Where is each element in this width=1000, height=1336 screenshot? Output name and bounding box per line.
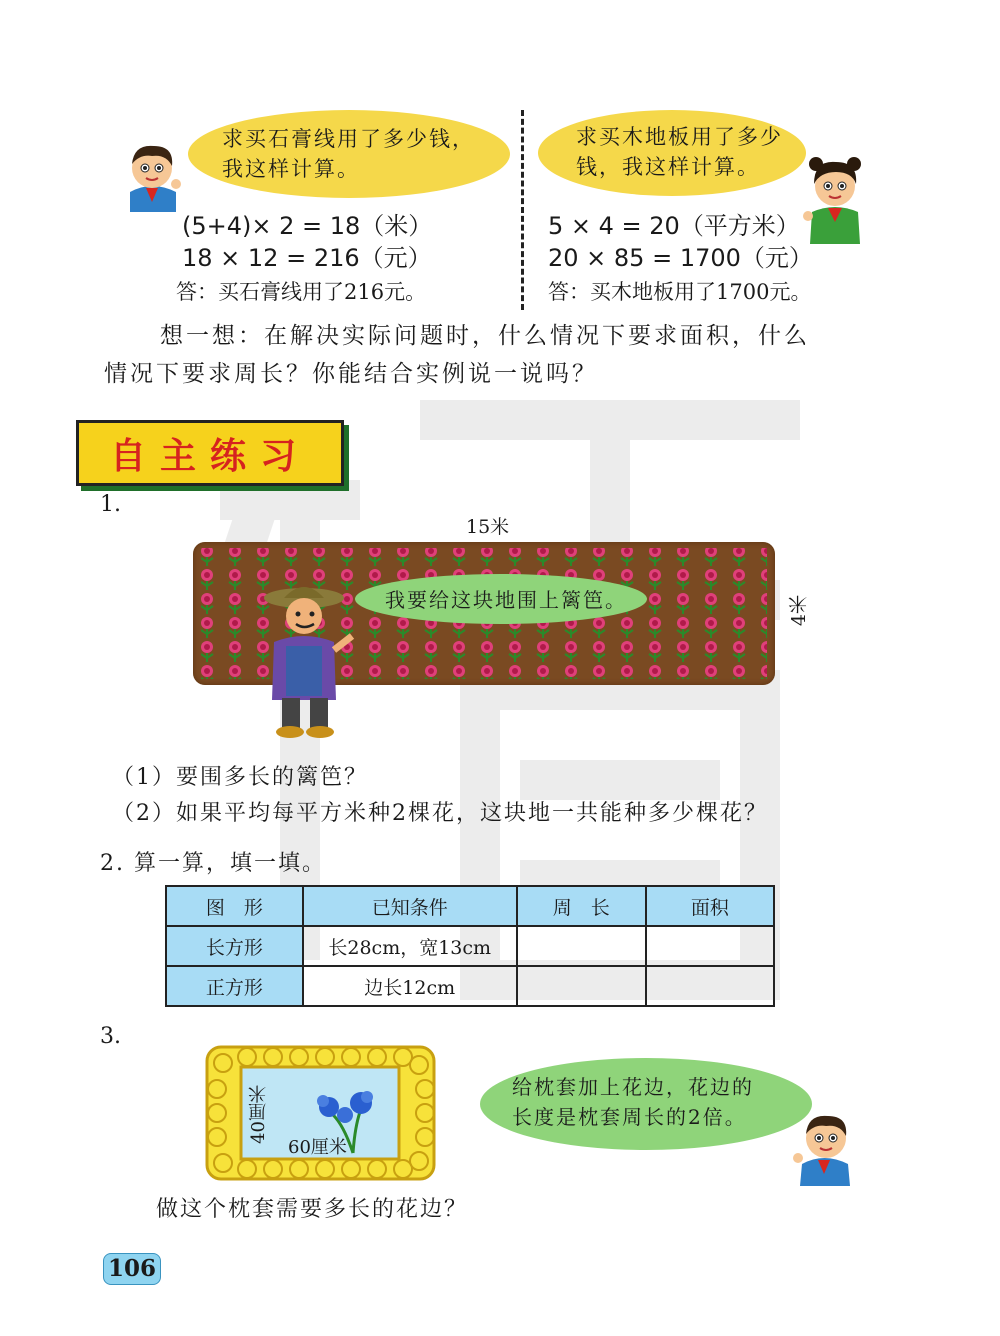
header-shape: 图 形: [166, 886, 303, 926]
header-condition: 已知条件: [303, 886, 517, 926]
left-calc-line-2: 18 × 12 = 216（元）: [182, 244, 432, 272]
q1-speech-bubble: [355, 574, 647, 624]
girl-character-icon: [800, 150, 870, 246]
page-number: 106: [103, 1253, 161, 1285]
q1-sub2: （2）如果平均每平方米种2棵花，这块地一共能种多少棵花？: [112, 801, 768, 826]
table-row: [166, 926, 774, 966]
q2-heading: 2. 算一算，填一填。: [100, 851, 326, 876]
section-title: 自主练习: [76, 420, 344, 486]
right-calc-line-2: 20 × 85 = 1700（元）: [548, 244, 813, 272]
row-perimeter-blank[interactable]: [517, 926, 646, 966]
boy-character-icon: [118, 140, 186, 214]
q3-speech-bubble: [480, 1058, 812, 1150]
header-area: 面积: [646, 886, 774, 926]
table-header-row: [166, 886, 774, 926]
q1-number: 1.: [100, 492, 121, 517]
q1-sub1: （1）要围多长的篱笆？: [112, 765, 368, 790]
q3-bottom-label: 60厘米: [288, 1137, 347, 1158]
dashed-divider: [521, 110, 524, 310]
q3-question: 做这个枕套需要多长的花边？: [156, 1197, 469, 1222]
header-perimeter: 周 长: [517, 886, 646, 926]
q3-side-label: 40厘米: [248, 1085, 269, 1144]
q2-table: [165, 885, 775, 1007]
row-condition: 长28cm，宽13cm: [303, 926, 517, 966]
row-area-blank[interactable]: [646, 966, 774, 1006]
table-row: [166, 966, 774, 1006]
farmer-character-icon: [258, 580, 358, 740]
left-calc-line-1: (5+4)× 2 = 18（米）: [182, 212, 433, 240]
boy-character-icon: [788, 1108, 860, 1188]
q1-bubble-text: 我要给这块地围上篱笆。: [385, 588, 627, 612]
q1-width-label: 15米: [466, 516, 510, 538]
left-speech-bubble: [188, 110, 510, 198]
right-bubble-line-2: 钱，我这样计算。: [576, 155, 760, 179]
right-answer: 答：买木地板用了1700元。: [548, 280, 812, 304]
left-answer: 答：买石膏线用了216元。: [176, 280, 427, 304]
q3-number: 3.: [100, 1024, 121, 1049]
left-bubble-line-2: 我这样计算。: [222, 157, 360, 181]
row-perimeter-blank[interactable]: [517, 966, 646, 1006]
think-line-1: 想一想：在解决实际问题时，什么情况下要求面积，什么: [160, 323, 810, 349]
right-bubble-line-1: 求买木地板用了多少: [576, 125, 783, 149]
left-bubble-line-1: 求买石膏线用了多少钱，: [222, 127, 475, 151]
q3-bubble-line-2: 长度是枕套周长的2倍。: [512, 1105, 747, 1129]
q3-bubble-line-1: 给枕套加上花边，花边的: [512, 1075, 754, 1099]
row-shape: 长方形: [166, 926, 303, 966]
q1-height-label: 4米: [788, 595, 810, 627]
pillowcase-illustration: [203, 1043, 438, 1183]
right-speech-bubble: [538, 110, 806, 196]
row-area-blank[interactable]: [646, 926, 774, 966]
right-calc-line-1: 5 × 4 = 20（平方米）: [548, 212, 800, 240]
row-condition: 边长12cm: [303, 966, 517, 1006]
think-line-2: 情况下要求周长？你能结合实例说一说吗？: [104, 361, 598, 387]
row-shape: 正方形: [166, 966, 303, 1006]
